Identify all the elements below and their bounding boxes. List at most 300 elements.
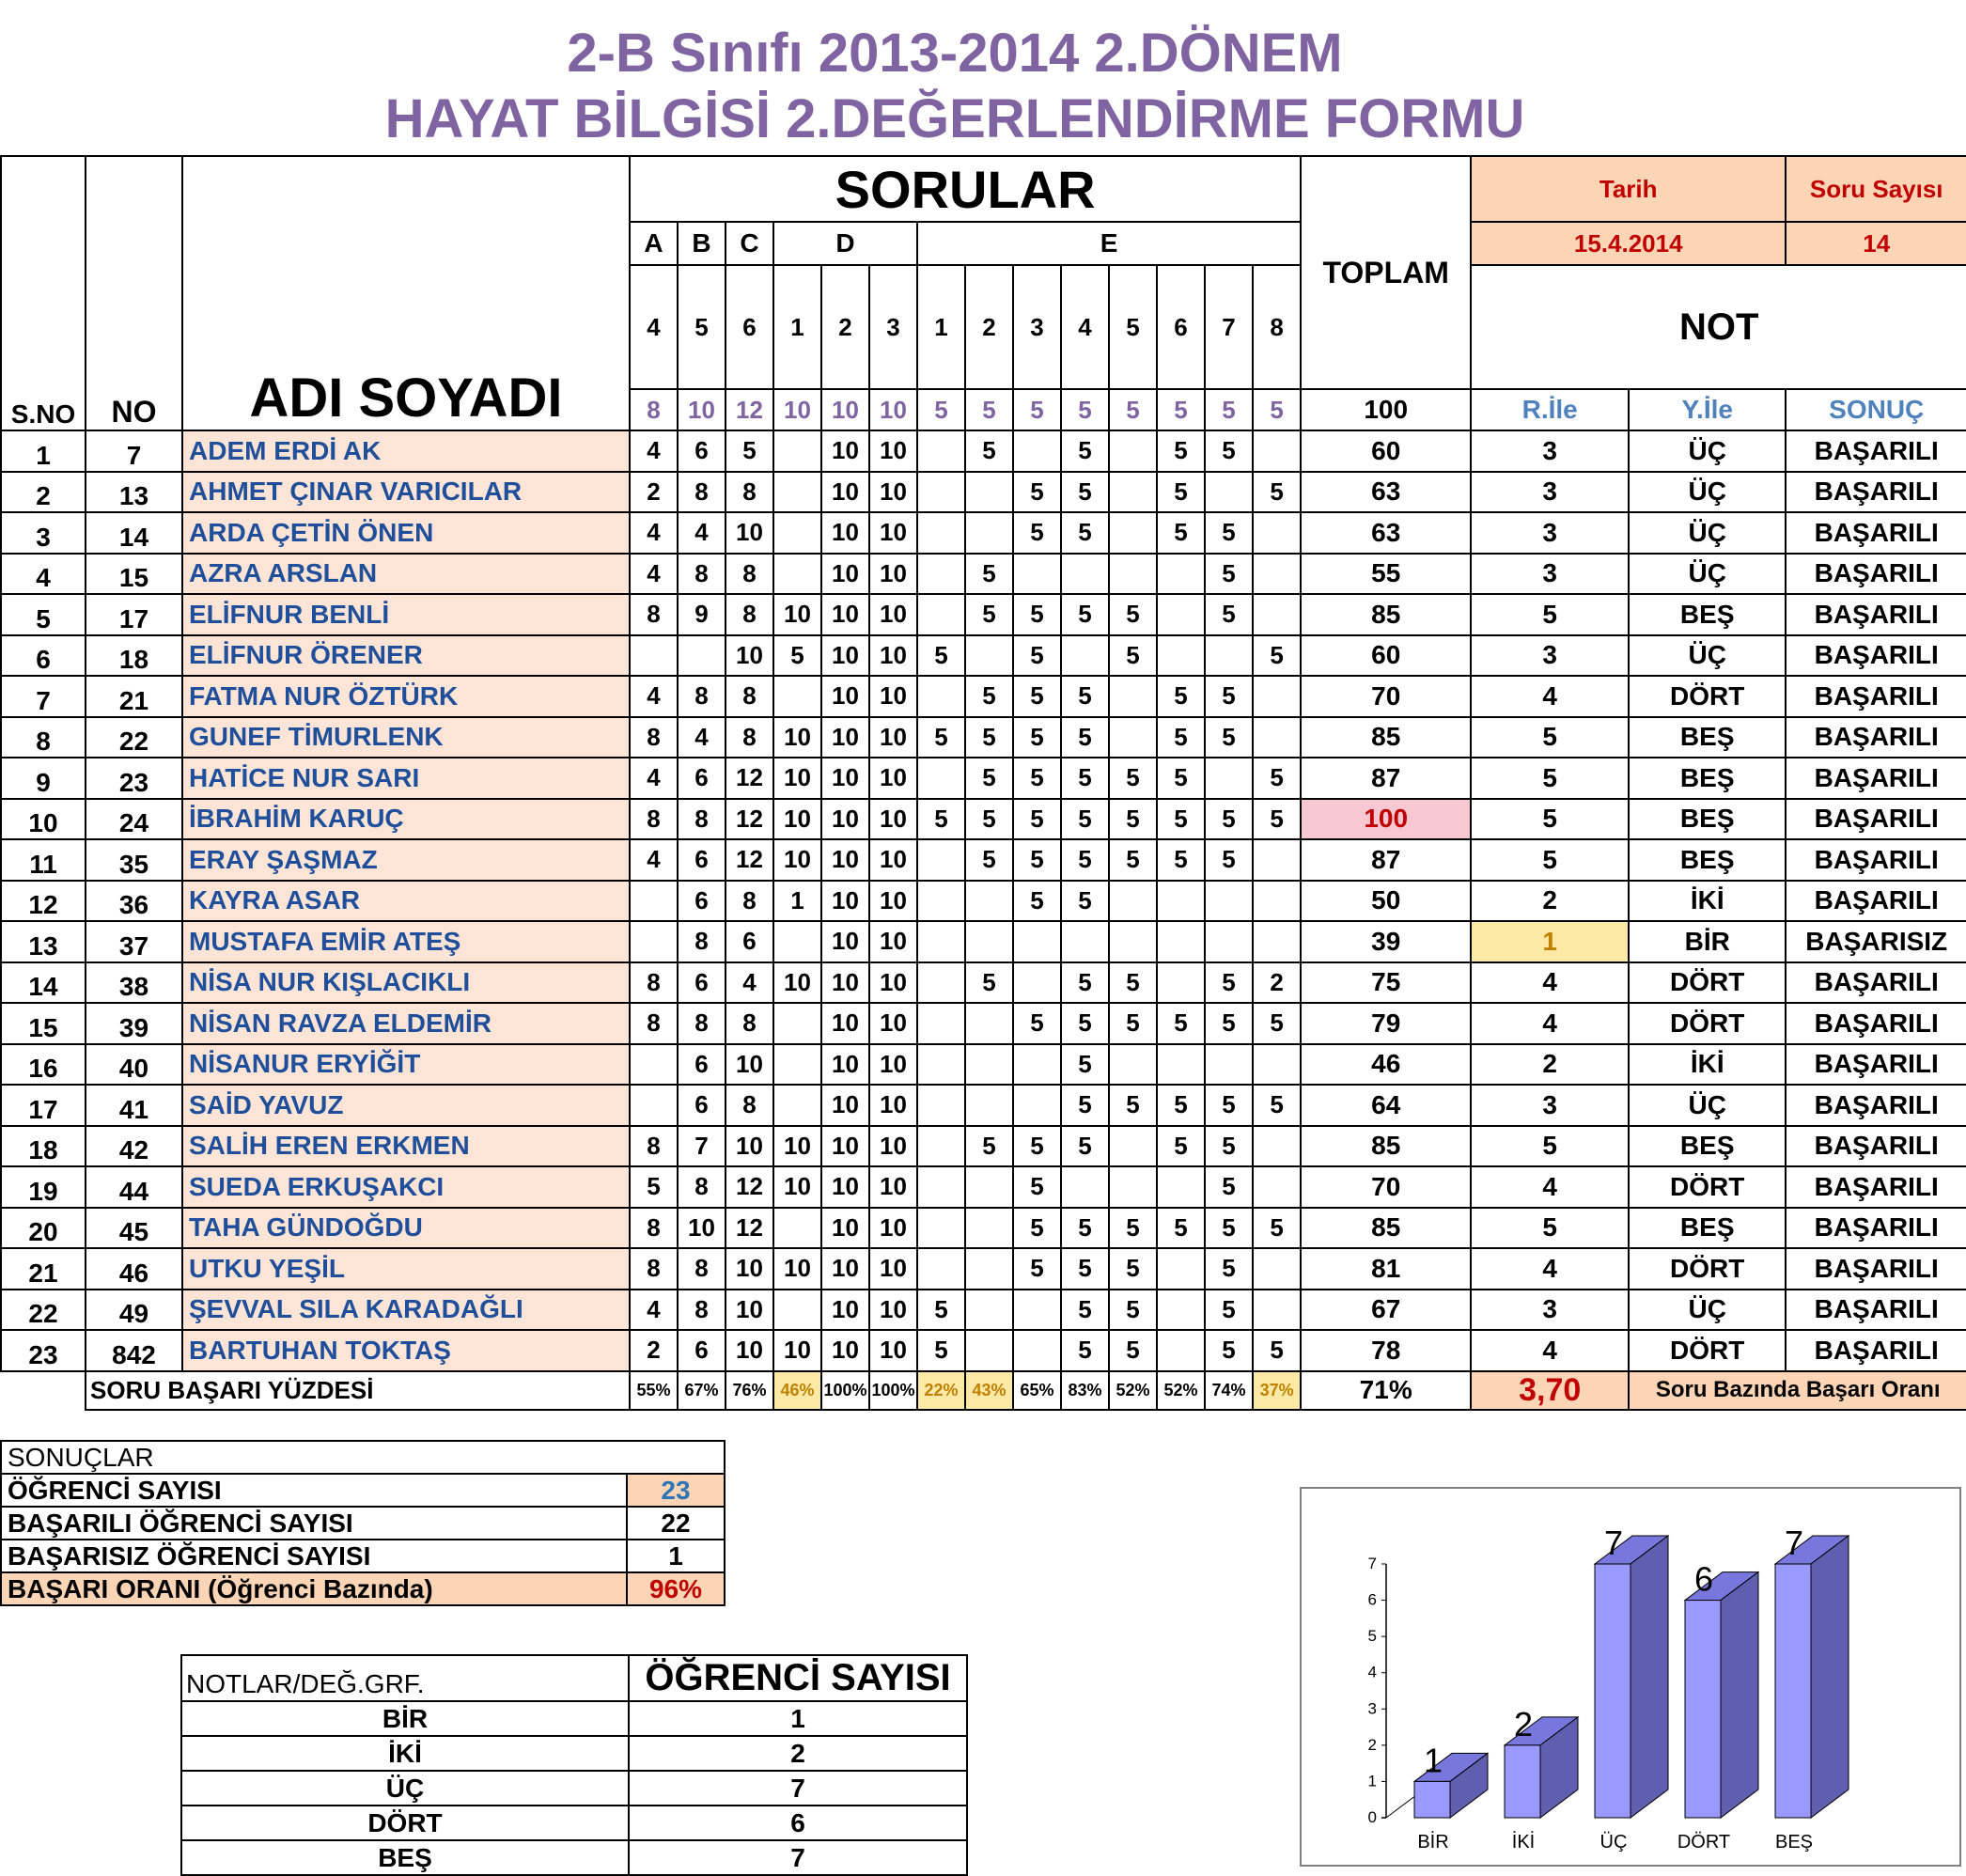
cell-no: 13 — [86, 472, 182, 513]
cell-score — [917, 472, 965, 513]
cell-score: 5 — [1157, 512, 1205, 554]
cell-score: 5 — [773, 635, 821, 677]
page-title-line2: HAYAT BİLGİSİ 2.DEĞERLENDİRME FORMU — [384, 88, 1525, 149]
cell-score: 10 — [726, 1126, 773, 1167]
cell-score: 10 — [678, 1208, 726, 1249]
table-row — [1, 881, 1966, 922]
cell-score: 10 — [869, 1126, 917, 1167]
cell-score: 5 — [1109, 1248, 1157, 1290]
cell-score: 4 — [630, 839, 678, 881]
cell-sno: 8 — [1, 717, 86, 758]
cell-score: 5 — [965, 430, 1013, 472]
cell-score: 5 — [1109, 839, 1157, 881]
cell-total: 50 — [1301, 881, 1471, 922]
question-number: 4 — [630, 265, 678, 389]
cell-score — [1157, 1166, 1205, 1208]
table-row — [1, 1126, 1966, 1167]
cell-score: 5 — [1205, 1330, 1253, 1371]
cell-score: 12 — [726, 839, 773, 881]
cell-score — [1157, 554, 1205, 595]
dist-count: 1 — [629, 1701, 967, 1736]
cell-score: 5 — [1205, 594, 1253, 635]
cell-sonuc: BAŞARILI — [1786, 1248, 1966, 1290]
cell-name: NİSA NUR KIŞLACIKLI — [182, 962, 630, 1004]
cell-score: 8 — [726, 1003, 773, 1044]
cell-score: 10 — [821, 962, 869, 1004]
cell-r-ile: 2 — [1471, 1044, 1629, 1086]
dist-grade: BİR — [181, 1701, 629, 1736]
cell-question-percent: 43% — [965, 1371, 1013, 1410]
cell-score — [917, 1166, 965, 1208]
cell-y-ile: ÜÇ — [1629, 1290, 1786, 1331]
cell-score: 5 — [965, 594, 1013, 635]
cell-score — [965, 1290, 1013, 1331]
cell-score: 10 — [821, 881, 869, 922]
cell-y-ile: BEŞ — [1629, 594, 1786, 635]
cell-y-ile: DÖRT — [1629, 676, 1786, 717]
cell-sonuc: BAŞARILI — [1786, 962, 1966, 1004]
cell-score: 10 — [821, 1085, 869, 1126]
cell-sno: 17 — [1, 1085, 86, 1126]
cell-score: 5 — [917, 1330, 965, 1371]
cell-score: 5 — [1205, 1248, 1253, 1290]
cell-score: 4 — [678, 717, 726, 758]
cell-score: 5 — [917, 635, 965, 677]
cell-score: 8 — [726, 594, 773, 635]
cell-score — [1205, 472, 1253, 513]
cell-score: 5 — [1205, 962, 1253, 1004]
cell-total: 87 — [1301, 839, 1471, 881]
cell-score — [1061, 921, 1109, 962]
cell-y-ile: BEŞ — [1629, 1208, 1786, 1249]
cell-r-ile: 1 — [1471, 921, 1629, 962]
question-number: 6 — [726, 265, 773, 389]
cell-score — [1157, 962, 1205, 1004]
bar — [1775, 1564, 1811, 1818]
cell-score: 5 — [1253, 1330, 1301, 1371]
cell-r-ile: 3 — [1471, 1290, 1629, 1331]
cell-sno: 5 — [1, 594, 86, 635]
cell-score — [1013, 1085, 1061, 1126]
cell-score — [630, 1085, 678, 1126]
cell-score: 6 — [678, 881, 726, 922]
cell-score: 5 — [1061, 512, 1109, 554]
cell-total: 64 — [1301, 1085, 1471, 1126]
cell-score — [965, 1044, 1013, 1086]
cell-score: 5 — [1013, 799, 1061, 840]
toplam-max: 100 — [1301, 389, 1471, 430]
cell-no: 35 — [86, 839, 182, 881]
cell-sno: 19 — [1, 1166, 86, 1208]
cell-score: 5 — [1061, 839, 1109, 881]
cell-score: 4 — [630, 1290, 678, 1331]
cell-sno: 14 — [1, 962, 86, 1004]
cell-r-ile: 5 — [1471, 758, 1629, 799]
cell-average: 3,70 — [1471, 1371, 1629, 1410]
data-label: 6 — [1693, 1559, 1714, 1599]
cell-y-ile: İKİ — [1629, 1044, 1786, 1086]
cell-score: 5 — [1253, 1085, 1301, 1126]
cell-score: 10 — [726, 1330, 773, 1371]
cell-score — [917, 962, 965, 1004]
cell-score: 2 — [1253, 962, 1301, 1004]
cell-score: 10 — [821, 839, 869, 881]
cell-total: 63 — [1301, 512, 1471, 554]
cell-score: 5 — [1061, 1003, 1109, 1044]
header-sorular: SORULAR — [630, 156, 1301, 222]
cell-r-ile: 5 — [1471, 717, 1629, 758]
cell-score — [965, 635, 1013, 677]
cell-score: 8 — [678, 1248, 726, 1290]
cell-score: 8 — [678, 472, 726, 513]
cell-score — [1109, 676, 1157, 717]
cell-score: 5 — [1157, 758, 1205, 799]
cell-score — [1253, 881, 1301, 922]
cell-score — [917, 839, 965, 881]
cell-score: 5 — [917, 1290, 965, 1331]
cell-score: 5 — [1109, 1330, 1157, 1371]
cell-score: 5 — [1013, 1208, 1061, 1249]
cell-score: 5 — [1205, 1003, 1253, 1044]
cell-score: 10 — [821, 512, 869, 554]
cell-name: TAHA GÜNDOĞDU — [182, 1208, 630, 1249]
cell-score: 10 — [869, 839, 917, 881]
cell-score: 5 — [630, 1166, 678, 1208]
cell-score: 5 — [1013, 594, 1061, 635]
cell-score: 10 — [869, 1085, 917, 1126]
cell-score: 10 — [821, 676, 869, 717]
cell-score: 5 — [1013, 676, 1061, 717]
cell-question-percent: 37% — [1253, 1371, 1301, 1410]
cell-score — [1109, 512, 1157, 554]
cell-score: 8 — [726, 554, 773, 595]
cell-score: 10 — [869, 430, 917, 472]
cell-score — [917, 554, 965, 595]
bar — [1414, 1781, 1450, 1818]
cell-score — [1013, 962, 1061, 1004]
cell-question-percent: 83% — [1061, 1371, 1109, 1410]
cell-score: 10 — [869, 1003, 917, 1044]
group-c: C — [726, 222, 773, 265]
cell-name: SALİH EREN ERKMEN — [182, 1126, 630, 1167]
cell-score: 10 — [821, 554, 869, 595]
cell-score: 5 — [1061, 1044, 1109, 1086]
question-points: 5 — [1013, 389, 1061, 430]
cell-score — [1253, 1044, 1301, 1086]
cell-name: FATMA NUR ÖZTÜRK — [182, 676, 630, 717]
cell-name: NİSANUR ERYİĞİT — [182, 1044, 630, 1086]
cell-score — [917, 676, 965, 717]
cell-score: 10 — [821, 717, 869, 758]
cell-score: 5 — [1253, 1208, 1301, 1249]
question-points: 5 — [1109, 389, 1157, 430]
cell-score — [1061, 554, 1109, 595]
cell-score: 10 — [821, 1248, 869, 1290]
y-tick-label: 0 — [1367, 1808, 1377, 1826]
dist-grade: DÖRT — [181, 1806, 629, 1840]
cell-score — [773, 512, 821, 554]
cell-score — [630, 921, 678, 962]
cell-score: 5 — [1157, 839, 1205, 881]
cell-sonuc: BAŞARILI — [1786, 1290, 1966, 1331]
cell-sonuc: BAŞARILI — [1786, 717, 1966, 758]
cell-r-ile: 3 — [1471, 430, 1629, 472]
cell-score: 10 — [773, 962, 821, 1004]
cell-y-ile: BEŞ — [1629, 717, 1786, 758]
table-row — [1, 635, 1966, 677]
cell-y-ile: BİR — [1629, 921, 1786, 962]
cell-question-percent: 52% — [1109, 1371, 1157, 1410]
cell-y-ile: ÜÇ — [1629, 635, 1786, 677]
cell-total: 46 — [1301, 1044, 1471, 1086]
cell-score: 5 — [1109, 799, 1157, 840]
cell-y-ile: İKİ — [1629, 881, 1786, 922]
cell-score — [1253, 554, 1301, 595]
y-tick-label: 4 — [1367, 1663, 1377, 1681]
cell-score: 8 — [726, 881, 773, 922]
cell-sonuc: BAŞARILI — [1786, 1208, 1966, 1249]
cell-score: 5 — [1109, 1085, 1157, 1126]
cell-score — [1253, 1126, 1301, 1167]
cell-score: 10 — [869, 1044, 917, 1086]
cell-score: 10 — [773, 1166, 821, 1208]
cell-score — [1205, 881, 1253, 922]
cell-score: 10 — [869, 512, 917, 554]
cell-r-ile: 4 — [1471, 676, 1629, 717]
cell-score — [1157, 1248, 1205, 1290]
cell-r-ile: 4 — [1471, 1166, 1629, 1208]
y-tick-label: 2 — [1367, 1735, 1377, 1754]
cell-score — [1253, 430, 1301, 472]
cell-question-percent: 74% — [1205, 1371, 1253, 1410]
question-points: 12 — [726, 389, 773, 430]
cell-y-ile: ÜÇ — [1629, 430, 1786, 472]
question-points: 10 — [869, 389, 917, 430]
cell-score: 10 — [821, 1044, 869, 1086]
cell-score: 10 — [869, 1248, 917, 1290]
table-row — [1, 962, 1966, 1004]
cell-score — [1109, 1044, 1157, 1086]
header-y-ile: Y.İle — [1629, 389, 1786, 430]
cell-score: 5 — [965, 717, 1013, 758]
cell-no: 39 — [86, 1003, 182, 1044]
cell-sno: 3 — [1, 512, 86, 554]
cell-total: 70 — [1301, 1166, 1471, 1208]
cell-score: 10 — [821, 1166, 869, 1208]
cell-score: 6 — [678, 962, 726, 1004]
table-row — [1, 758, 1966, 799]
cell-y-ile: BEŞ — [1629, 839, 1786, 881]
cell-score: 4 — [630, 512, 678, 554]
cell-score — [1013, 921, 1061, 962]
cell-y-ile: BEŞ — [1629, 799, 1786, 840]
cell-score: 5 — [1157, 1208, 1205, 1249]
cell-score — [1013, 430, 1061, 472]
cell-score: 5 — [1109, 1290, 1157, 1331]
cell-y-ile: DÖRT — [1629, 1166, 1786, 1208]
cell-score — [965, 472, 1013, 513]
cell-no: 14 — [86, 512, 182, 554]
cell-score: 10 — [869, 1330, 917, 1371]
cell-score — [1157, 594, 1205, 635]
cell-r-ile: 4 — [1471, 1248, 1629, 1290]
cell-score — [1109, 430, 1157, 472]
cell-score: 5 — [1205, 512, 1253, 554]
table-row — [181, 1701, 967, 1736]
cell-sonuc: BAŞARILI — [1786, 1044, 1966, 1086]
cell-question-percent: 67% — [678, 1371, 726, 1410]
cell-name: NİSAN RAVZA ELDEMİR — [182, 1003, 630, 1044]
cell-no: 7 — [86, 430, 182, 472]
header-sno: S.NO — [1, 156, 86, 430]
cell-score — [630, 881, 678, 922]
cell-score: 5 — [1109, 1208, 1157, 1249]
y-tick-label: 7 — [1367, 1555, 1377, 1572]
cell-score — [630, 1044, 678, 1086]
cell-score: 10 — [726, 1290, 773, 1331]
cell-name: BARTUHAN TOKTAŞ — [182, 1330, 630, 1371]
results-value-basarili: 22 — [627, 1507, 725, 1540]
cell-score: 4 — [630, 430, 678, 472]
cell-name: UTKU YEŞİL — [182, 1248, 630, 1290]
cell-total: 70 — [1301, 676, 1471, 717]
cell-score: 2 — [630, 472, 678, 513]
cell-score: 5 — [1061, 1126, 1109, 1167]
cell-score: 8 — [678, 1003, 726, 1044]
grade-distribution-table — [180, 1654, 968, 1876]
cell-y-ile: DÖRT — [1629, 1003, 1786, 1044]
dist-count: 7 — [629, 1771, 967, 1806]
cell-score: 8 — [726, 472, 773, 513]
cell-y-ile: DÖRT — [1629, 1330, 1786, 1371]
cell-score: 12 — [726, 1166, 773, 1208]
cell-score: 2 — [630, 1330, 678, 1371]
table-row — [1, 717, 1966, 758]
cell-score: 10 — [726, 1248, 773, 1290]
cell-score: 5 — [1061, 676, 1109, 717]
header-tarih: Tarih — [1471, 156, 1786, 222]
cell-y-ile: DÖRT — [1629, 1248, 1786, 1290]
cell-score: 10 — [773, 717, 821, 758]
question-points: 5 — [1205, 389, 1253, 430]
cell-average-label: Soru Bazında Başarı Oranı — [1629, 1371, 1966, 1410]
cell-score: 5 — [1157, 676, 1205, 717]
cell-score — [917, 1208, 965, 1249]
bar-side — [1721, 1572, 1758, 1818]
cell-score — [1253, 717, 1301, 758]
x-tick-label: BİR — [1417, 1832, 1449, 1853]
cell-score — [965, 1208, 1013, 1249]
cell-score: 6 — [726, 921, 773, 962]
cell-score: 8 — [630, 717, 678, 758]
cell-score: 8 — [726, 717, 773, 758]
cell-score — [773, 1085, 821, 1126]
cell-score: 10 — [869, 1290, 917, 1331]
question-number: 3 — [1013, 265, 1061, 389]
cell-score: 10 — [869, 921, 917, 962]
cell-score: 8 — [678, 1290, 726, 1331]
results-label-basarili: BAŞARILI ÖĞRENCİ SAYISI — [1, 1507, 627, 1540]
x-tick-label: İKİ — [1511, 1832, 1536, 1853]
cell-score: 5 — [1205, 676, 1253, 717]
cell-score — [1157, 1044, 1205, 1086]
cell-y-ile: DÖRT — [1629, 962, 1786, 1004]
cell-score — [1157, 881, 1205, 922]
cell-sno: 13 — [1, 921, 86, 962]
cell-total: 78 — [1301, 1330, 1471, 1371]
cell-score: 8 — [630, 962, 678, 1004]
cell-score: 8 — [630, 1003, 678, 1044]
cell-score: 5 — [1061, 430, 1109, 472]
cell-score: 10 — [869, 717, 917, 758]
cell-r-ile: 2 — [1471, 881, 1629, 922]
cell-r-ile: 5 — [1471, 839, 1629, 881]
y-tick-label: 1 — [1367, 1772, 1377, 1790]
cell-score: 8 — [630, 594, 678, 635]
cell-score: 5 — [1061, 1085, 1109, 1126]
cell-score: 10 — [869, 472, 917, 513]
cell-score: 4 — [630, 758, 678, 799]
table-row — [1, 512, 1966, 554]
cell-score: 5 — [1109, 1003, 1157, 1044]
header-adi-soyadi: ADI SOYADI — [182, 156, 630, 430]
cell-score — [917, 1003, 965, 1044]
cell-score: 8 — [630, 799, 678, 840]
table-row — [1, 554, 1966, 595]
cell-score — [1253, 1290, 1301, 1331]
cell-score — [965, 1166, 1013, 1208]
cell-no: 40 — [86, 1044, 182, 1086]
cell-score — [1157, 635, 1205, 677]
data-label: 2 — [1513, 1704, 1534, 1743]
cell-score: 5 — [965, 962, 1013, 1004]
cell-total: 85 — [1301, 1126, 1471, 1167]
cell-sonuc: BAŞARILI — [1786, 1166, 1966, 1208]
cell-score: 12 — [726, 799, 773, 840]
cell-score: 10 — [869, 1208, 917, 1249]
cell-score — [773, 472, 821, 513]
cell-score — [1205, 758, 1253, 799]
cell-score — [773, 676, 821, 717]
cell-total: 55 — [1301, 554, 1471, 595]
cell-no: 15 — [86, 554, 182, 595]
cell-score: 10 — [869, 676, 917, 717]
cell-total: 75 — [1301, 962, 1471, 1004]
cell-score: 10 — [773, 839, 821, 881]
cell-score — [1061, 1166, 1109, 1208]
cell-score: 5 — [1061, 1330, 1109, 1371]
cell-score: 12 — [726, 758, 773, 799]
cell-total: 67 — [1301, 1290, 1471, 1331]
cell-sonuc: BAŞARILI — [1786, 881, 1966, 922]
cell-name: ADEM ERDİ AK — [182, 430, 630, 472]
cell-no: 23 — [86, 758, 182, 799]
cell-name: ŞEVVAL SILA KARADAĞLI — [182, 1290, 630, 1331]
table-row — [1, 921, 1966, 962]
bar — [1505, 1745, 1540, 1818]
cell-sno: 12 — [1, 881, 86, 922]
dist-count: 2 — [629, 1736, 967, 1771]
cell-no: 37 — [86, 921, 182, 962]
cell-score: 5 — [1013, 512, 1061, 554]
cell-score — [1253, 1166, 1301, 1208]
cell-no: 41 — [86, 1085, 182, 1126]
bar — [1685, 1601, 1721, 1818]
group-b: B — [678, 222, 726, 265]
cell-question-percent: 22% — [917, 1371, 965, 1410]
cell-score: 5 — [965, 839, 1013, 881]
table-row — [1, 839, 1966, 881]
